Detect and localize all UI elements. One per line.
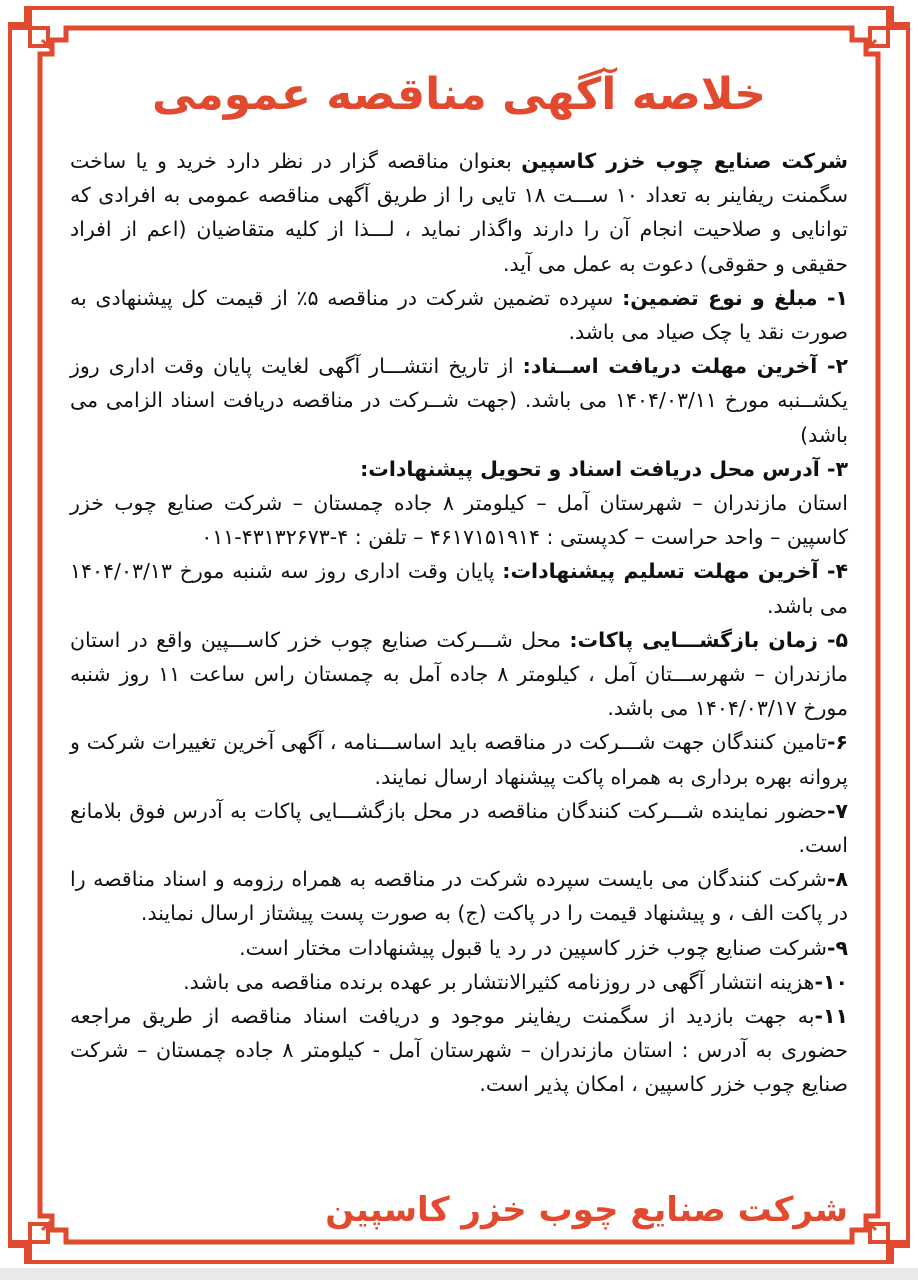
item-11: [70, 999, 848, 1102]
item-1-text: سپرده تضمین شرکت در مناقصه ۵٪ از قیمت کل پیشنهادی به صورت نقد یا چک صیاد می باشد.: [70, 285, 848, 345]
item-11-text: به جهت بازدید از سگمنت ریفاینر موجود و دریافت اسناد مناقصه از طریق مراجعه حضوری به آدرس : استان مازندران – شهرستان آمل - کیلومتر ۸ جاده چمستان – شرکت صنایع چوب خزر کاسپین ، امکان پذیر است.: [70, 1004, 848, 1097]
item-7-text: حضور نماینده شـــرکت کنندگان مناقصه در محل بازگشـــایی پاکات به آدرس فوق بلامانع است.: [70, 798, 848, 858]
item-2-label: ۲- آخرین مهلت دریافت اســناد:: [522, 354, 848, 379]
item-6: [70, 725, 848, 793]
item-1-label: ۱- مبلغ و نوع تضمین:: [622, 285, 848, 310]
item-7: [70, 794, 848, 862]
intro-paragraph: [70, 144, 848, 281]
company-signature: شرکت صنایع چوب خزر کاسپین: [325, 1190, 848, 1230]
item-9-text: شرکت صنایع چوب خزر کاسپین در رد یا قبول پیشنهادات مختار است.: [239, 935, 827, 960]
item-6-text: تامین کنندگان جهت شـــرکت در مناقصه باید اساســـنامه ، آگهی آخرین تغییرات شرکت و پروانه بهره برداری به همراه پاکت پیشنهاد ارسال نمایند.: [70, 730, 848, 789]
item-10-text: هزینه انتشار آگهی در روزنامه کثیرالانتشار بر عهده برنده مناقصه می باشد.: [183, 969, 815, 994]
item-8: [70, 862, 848, 930]
item-2: [70, 349, 848, 452]
item-1: [70, 281, 848, 349]
item-10-label: ۱۰-: [814, 969, 848, 994]
item-9: [70, 931, 848, 965]
item-5-text: محل شـــرکت صنایع چوب خزر کاســـپین واقع در استان مازندران – شهرســـتان آمل ، کیلومتر ۸ جاده آمل به چمستان راس ساعت ۱۱ روز شنبه مورخ ۱۴۰۴/۰۳/۱۷ می باشد.: [70, 627, 848, 721]
item-4-text: پایان وقت اداری روز سه شنبه مورخ ۱۴۰۴/۰۳/۱۳ می باشد.: [70, 559, 848, 618]
item-3-label: ۳- آدرس محل دریافت اسناد و تحویل پیشنهادات:: [360, 456, 848, 481]
notice-body: [70, 144, 848, 1102]
item-8-label: ۸-: [826, 867, 848, 892]
item-3-text: استان مازندران – شهرستان آمل – کیلومتر ۸ جاده چمستان – شرکت صنایع چوب خزر کاسپین – واحد حراست – کدپستی : ۴۶۱۷۱۵۱۹۱۴ – تلفن : ۴-۴۳۱۳۲۶۷۳-۰۱۱: [70, 491, 848, 550]
item-5: [70, 623, 848, 726]
item-4-label: ۴- آخرین مهلت تسلیم پیشنهادات:: [502, 559, 848, 584]
item-4: [70, 554, 848, 622]
item-6-label: ۶-: [826, 730, 848, 755]
company-name: شرکت صنایع چوب خزر کاسپین: [521, 149, 848, 173]
item-9-label: ۹-: [826, 935, 848, 960]
notice-title: خلاصه آگهی مناقصه عمومی: [152, 69, 766, 120]
notice-content: [70, 60, 848, 1240]
item-7-label: ۷-: [826, 798, 848, 823]
item-3: [70, 452, 848, 555]
item-2-text: از تاریخ انتشـــار آگهی لغایت پایان وقت اداری روز یکشــنبه مورخ ۱۴۰۴/۰۳/۱۱ می باشد. (جهت شــرکت در مناقصه دریافت اسناد الزامی می باشد): [70, 354, 848, 447]
item-5-label: ۵- زمان بازگشـــایی پاکات:: [569, 627, 848, 652]
item-11-label: ۱۱-: [814, 1004, 848, 1029]
item-8-text: شرکت کنندگان می بایست سپرده شرکت در مناقصه به همراه رزومه و اسناد مناقصه را در پاکت الف ، و پیشنهاد قیمت را در پاکت (ج) به صورت پست پیشتاز ارسال نمایند.: [70, 867, 848, 926]
item-10: [70, 965, 848, 999]
intro-text: بعنوان مناقصه گزار در نظر دارد خرید و یا ساخت سگمنت ریفاینر به تعداد ۱۰ ســـت ۱۸ تایی را از طریق آگهی مناقصه عمومی به افرادی که توانایی و صلاحیت انجام آن را دارند واگذار نماید ، لـــذا از کلیه متقاضیان (اعم از افراد حقیقی و حقوقی) دعوت به عمل می آید.: [70, 149, 849, 276]
